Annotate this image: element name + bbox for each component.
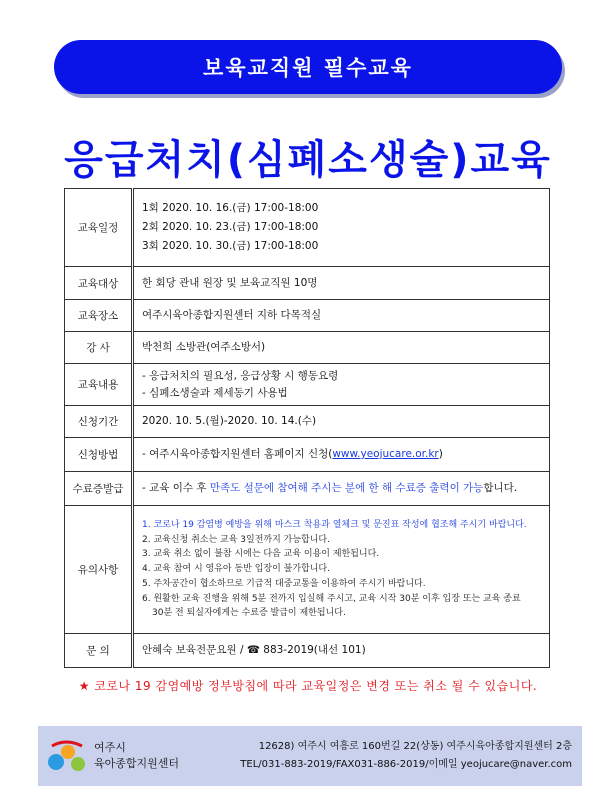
method-value (133, 438, 550, 472)
info-table (64, 188, 550, 668)
note-item: 5. 주차공간이 협소하므로 기급적 대중교통을 이용하여 주시기 바랍니다. (142, 578, 426, 589)
homepage-link[interactable]: www.yeojucare.or.kr (332, 448, 439, 460)
table-row (65, 506, 550, 634)
center-logo-icon (46, 736, 88, 776)
schedule-line: 2회 2020. 10. 23.(금) 17:00-18:00 (142, 221, 319, 233)
row-label-contact: 문 의 (65, 634, 133, 668)
period-value: 2020. 10. 5.(월)-2020. 10. 14.(수) (133, 406, 550, 438)
row-label-period: 신청기간 (65, 406, 133, 438)
schedule-line: 1회 2020. 10. 16.(금) 17:00-18:00 (142, 202, 319, 214)
page-title: 응급처치(심폐소생술)교육 (64, 137, 552, 183)
schedule-values (133, 189, 550, 267)
contact-value (133, 634, 550, 668)
row-label-method: 신청방법 (65, 438, 133, 472)
row-label-lecturer: 강 사 (65, 332, 133, 364)
content-values (133, 364, 550, 406)
content-line: - 응급처치의 필요성, 응급상황 시 행동요령 (142, 369, 339, 382)
certificate-suffix: 합니다. (483, 482, 518, 494)
schedule-line: 3회 2020. 10. 30.(금) 17:00-18:00 (142, 240, 319, 252)
table-row (65, 364, 550, 406)
footer (38, 726, 582, 786)
place-value: 여주시육아종합지원센터 지하 다목적실 (133, 300, 550, 332)
method-suffix: ) (438, 448, 443, 460)
org-line: 여주시 (94, 741, 126, 754)
note-item: 2. 교육신청 취소는 교육 3일전까지 가능합니다. (142, 534, 330, 545)
org-line: 육아종합지원센터 (94, 757, 180, 770)
footer-contact: TEL/031-883-2019/FAX031-886-2019/이메일 yeojucare@naver.com (240, 759, 572, 770)
row-label-content: 교육내용 (65, 364, 133, 406)
contact-name: 안혜숙 보육전문요원 / (142, 644, 247, 656)
certificate-highlight: 만족도 설문에 참여해 주시는 분에 한 해 수료증 출력이 가능 (209, 482, 484, 494)
header-banner (54, 40, 562, 94)
table-row (65, 332, 550, 364)
row-label-certificate: 수료증발급 (65, 472, 133, 506)
notes-list (133, 506, 550, 634)
note-item: 1. 코로나 19 감염병 예방을 위해 마스크 착용과 열체크 및 문진표 작성에 협조해 주시기 바랍니다. (142, 519, 527, 530)
footer-address: 12628) 여주시 여흥로 160번길 22(상동) 여주시육아종합지원센터 2층 (258, 741, 572, 752)
lecturer-value: 박천희 소방관(여주소방서) (133, 332, 550, 364)
row-label-place: 교육장소 (65, 300, 133, 332)
note-item: 30분 전 퇴실자에게는 수료증 발급이 제한됩니다. (152, 608, 346, 619)
certificate-value (133, 472, 550, 506)
org-name (94, 740, 204, 772)
table-row (65, 189, 550, 267)
footer-address-block (204, 738, 582, 774)
row-label-schedule: 교육일정 (65, 189, 133, 267)
target-value: 한 회당 관내 원장 및 보육교직원 10명 (133, 267, 550, 300)
table-row (65, 472, 550, 506)
note-item: 4. 교육 참여 시 영유아 동반 입장이 불가합니다. (142, 564, 330, 575)
row-label-target: 교육대상 (65, 267, 133, 300)
table-row (65, 438, 550, 472)
method-prefix: - 여주시육아종합지원센터 홈페이지 신청( (142, 448, 333, 460)
table-row (65, 300, 550, 332)
certificate-prefix: - 교육 이수 후 (142, 482, 210, 494)
table-row (65, 406, 550, 438)
warning-notice: ★ 코로나 19 감염예방 정부방침에 따라 교육일정은 변경 또는 취소 될 수 있습니다. (78, 679, 538, 693)
note-item: 6. 원활한 교육 진행을 위해 5분 전까지 입실해 주시고, 교육 시작 30분 이후 입장 또는 교육 종료 (142, 593, 521, 604)
table-row (65, 634, 550, 668)
table-row (65, 267, 550, 300)
contact-phone: ☎ 883-2019(내선 101) (246, 644, 366, 656)
note-item: 3. 교육 취소 없이 불참 시에는 다음 교육 이용이 제한됩니다. (142, 549, 380, 560)
banner-text: 보육교직원 필수교육 (203, 56, 413, 80)
content-line: - 심폐소생술과 제세동기 사용법 (142, 386, 288, 399)
row-label-notes: 유의사항 (65, 506, 133, 634)
